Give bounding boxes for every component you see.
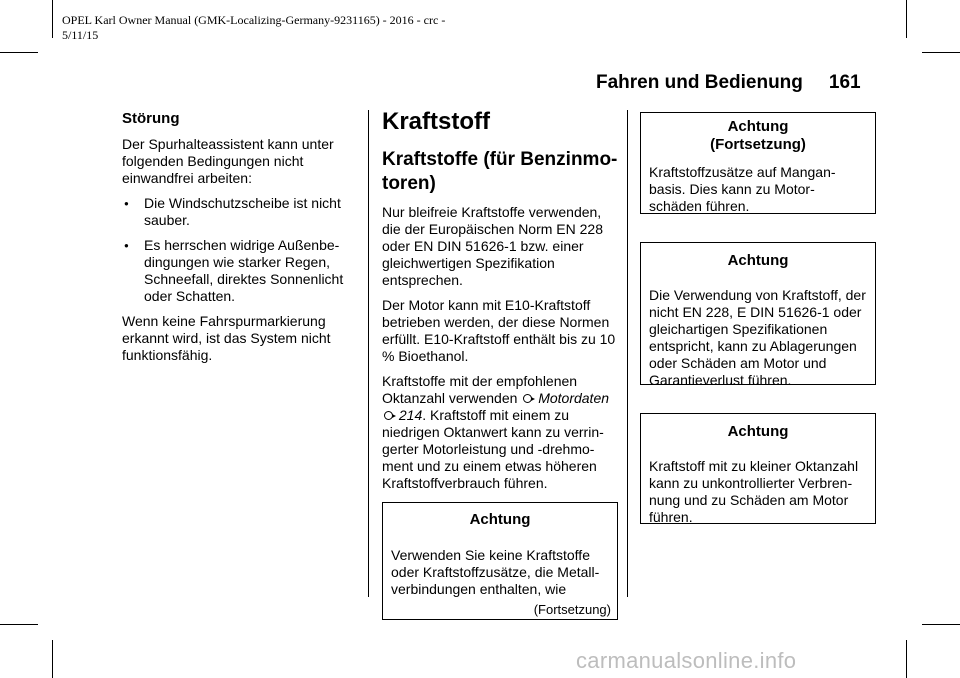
caution-title: Achtung — [727, 423, 789, 440]
paragraph-1: Nur bleifreie Kraftstoffe verwenden, die der Europäischen Norm EN 228 oder EN DIN 51626-1 bzw. einer gleichwertigen Spezifikation entsprechen. — [382, 204, 604, 288]
cross-reference-icon — [523, 394, 532, 403]
paragraph-3 — [382, 373, 618, 492]
caution-text: Kraftstoff mit zu kleiner Oktanzahl kann zu unkontrollierter Verbren-nung und zu Schäden am Motor führen. — [649, 458, 859, 525]
caution-box — [640, 242, 876, 388]
caution-title: Achtung — [469, 511, 531, 528]
intro-paragraph: Der Spurhalteassistent kann unter folgenden Bedingungen nicht einwandfrei arbeiten: — [122, 136, 334, 186]
crop-mark — [922, 624, 960, 625]
bullet-icon: ● — [124, 241, 129, 250]
list-item-text: Es herrschen widrige Außenbe-dingungen wie starker Regen, Schneefall, direktes Sonnenlicht oder Schatten. — [144, 237, 344, 304]
caution-title: Achtung — [727, 252, 789, 269]
watermark: carmanualsonline.info — [576, 648, 797, 673]
outro-paragraph: Wenn keine Fahrspurmarkierung erkannt wird, ist das System nicht funktionsfähig. — [122, 313, 331, 363]
caution-box-continued — [640, 112, 876, 214]
list-item — [122, 237, 354, 305]
crop-mark — [52, 640, 53, 678]
caution-box — [382, 502, 618, 620]
paragraph-3-lead: Kraftstoffe mit der empfohlenen Oktanzahl verwenden — [382, 373, 578, 406]
caution-subtitle: (Fortsetzung) — [710, 136, 806, 153]
caution-text: Verwenden Sie keine Kraftstoffe oder Kraftstoffzusätze, die Metall-verbindungen enthalten, wie — [391, 547, 600, 597]
list-item-text: Die Windschutzscheibe ist nicht sauber. — [144, 195, 341, 228]
crop-mark — [906, 640, 907, 678]
crop-mark — [922, 52, 960, 53]
paragraph-2: Der Motor kann mit E10-Kraftstoff betrieben werden, der diese Normen erfüllt. E10-Kraftstoff enthält bis zu 10 % Bioethanol. — [382, 297, 616, 364]
cross-reference-page[interactable]: 214 — [398, 407, 423, 423]
section-title-kraftstoff: Kraftstoff — [382, 108, 490, 135]
crop-mark — [0, 624, 38, 625]
caution-title: Achtung — [727, 118, 789, 135]
crop-mark — [0, 52, 38, 53]
caution-box — [640, 413, 876, 524]
print-header-line-1: OPEL Karl Owner Manual (GMK-Localizing-Germany-9231165) - 2016 - crc - — [62, 13, 446, 27]
caution-text: Kraftstoffzusätze auf Mangan-basis. Dies kann zu Motor-schäden führen. — [649, 164, 836, 214]
running-head — [596, 72, 861, 94]
cross-reference-icon — [384, 411, 393, 420]
subsection-title: Kraftstoffe (für Benzinmo-toren) — [382, 149, 618, 194]
print-header-line-2: 5/11/15 — [62, 28, 99, 42]
column-rule — [368, 110, 369, 597]
page-number: 161 — [828, 72, 861, 93]
bullet-icon: ● — [124, 199, 129, 208]
crop-mark — [52, 0, 53, 38]
column-3 — [640, 112, 876, 524]
column-2 — [382, 108, 618, 620]
column-rule — [627, 110, 628, 597]
section-heading-stoerung: Störung — [122, 110, 180, 127]
running-head-title: Fahren und Bedienung — [596, 72, 803, 93]
paragraph-3-rest: . Kraftstoff mit einem zu niedrigen Oktanwert kann zu verrin-gerter Motorleistung und -drehmo-ment und zu einem etwas höheren Kraftstoffverbrauch führen. — [382, 407, 604, 491]
crop-mark — [906, 0, 907, 38]
caution-text: Die Verwendung von Kraftstoff, der nicht EN 228, E DIN 51626-1 oder gleichartigen Spezifikationen entspricht, kann zu Ablagerungen oder Schäden am Motor und Garantieverlust führen. — [649, 287, 866, 388]
print-header — [62, 13, 445, 43]
continuation-note: (Fortsetzung) — [533, 602, 611, 617]
cross-reference-link[interactable]: Motordaten — [538, 390, 610, 406]
list-item — [122, 195, 354, 229]
column-1 — [122, 110, 354, 372]
